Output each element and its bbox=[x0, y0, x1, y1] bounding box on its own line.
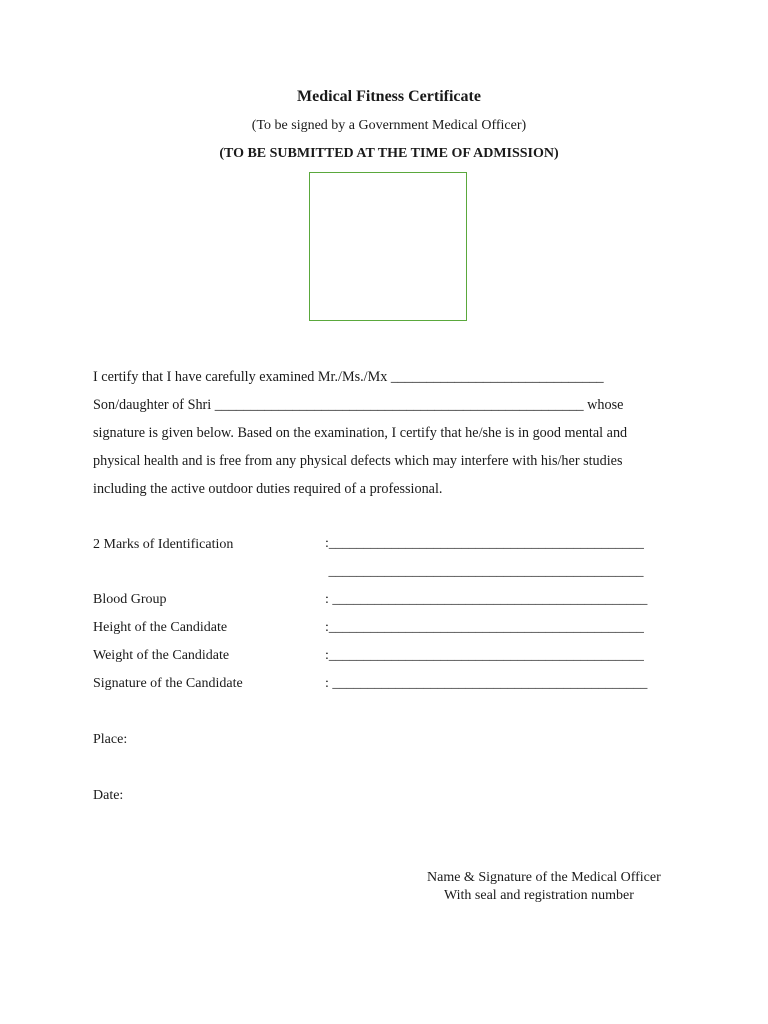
height-label: Height of the Candidate bbox=[93, 620, 228, 635]
certify-line-3: signature is given below. Based on the examination, I certify that he/she is in good mental and bbox=[93, 425, 628, 441]
officer-signature-label: Name & Signature of the Medical Officer bbox=[427, 870, 661, 885]
photo-box bbox=[309, 172, 467, 321]
candidate-signature-label: Signature of the Candidate bbox=[93, 676, 243, 691]
blood-group-field: : _____________________________________________ bbox=[325, 592, 648, 607]
identification-marks-field-1: :_____________________________________________ bbox=[325, 536, 644, 551]
height-field: :_____________________________________________ bbox=[325, 620, 644, 635]
identification-marks-label: 2 Marks of Identification bbox=[93, 537, 234, 552]
certify-line-1: I certify that I have carefully examined Mr./Ms./Mx ______________________________ bbox=[93, 369, 604, 385]
officer-seal-label: With seal and registration number bbox=[444, 888, 634, 903]
candidate-signature-field: : _____________________________________________ bbox=[325, 676, 648, 691]
submission-notice: (TO BE SUBMITTED AT THE TIME OF ADMISSION) bbox=[219, 146, 559, 161]
identification-marks-field-2: _____________________________________________ bbox=[325, 564, 644, 579]
certificate-subtitle: (To be signed by a Government Medical Officer) bbox=[251, 118, 527, 133]
certify-line-5: including the active outdoor duties required of a professional. bbox=[93, 481, 443, 497]
place-label: Place: bbox=[93, 732, 128, 747]
blood-group-label: Blood Group bbox=[93, 592, 167, 607]
certify-line-4: physical health and is free from any physical defects which may interfere with his/her studies bbox=[93, 453, 623, 469]
weight-label: Weight of the Candidate bbox=[93, 648, 230, 663]
certify-line-2: Son/daughter of Shri ____________________________________________________ whose bbox=[93, 397, 624, 413]
weight-field: :_____________________________________________ bbox=[325, 648, 644, 663]
date-label: Date: bbox=[93, 788, 124, 803]
certificate-title: Medical Fitness Certificate bbox=[297, 88, 481, 105]
